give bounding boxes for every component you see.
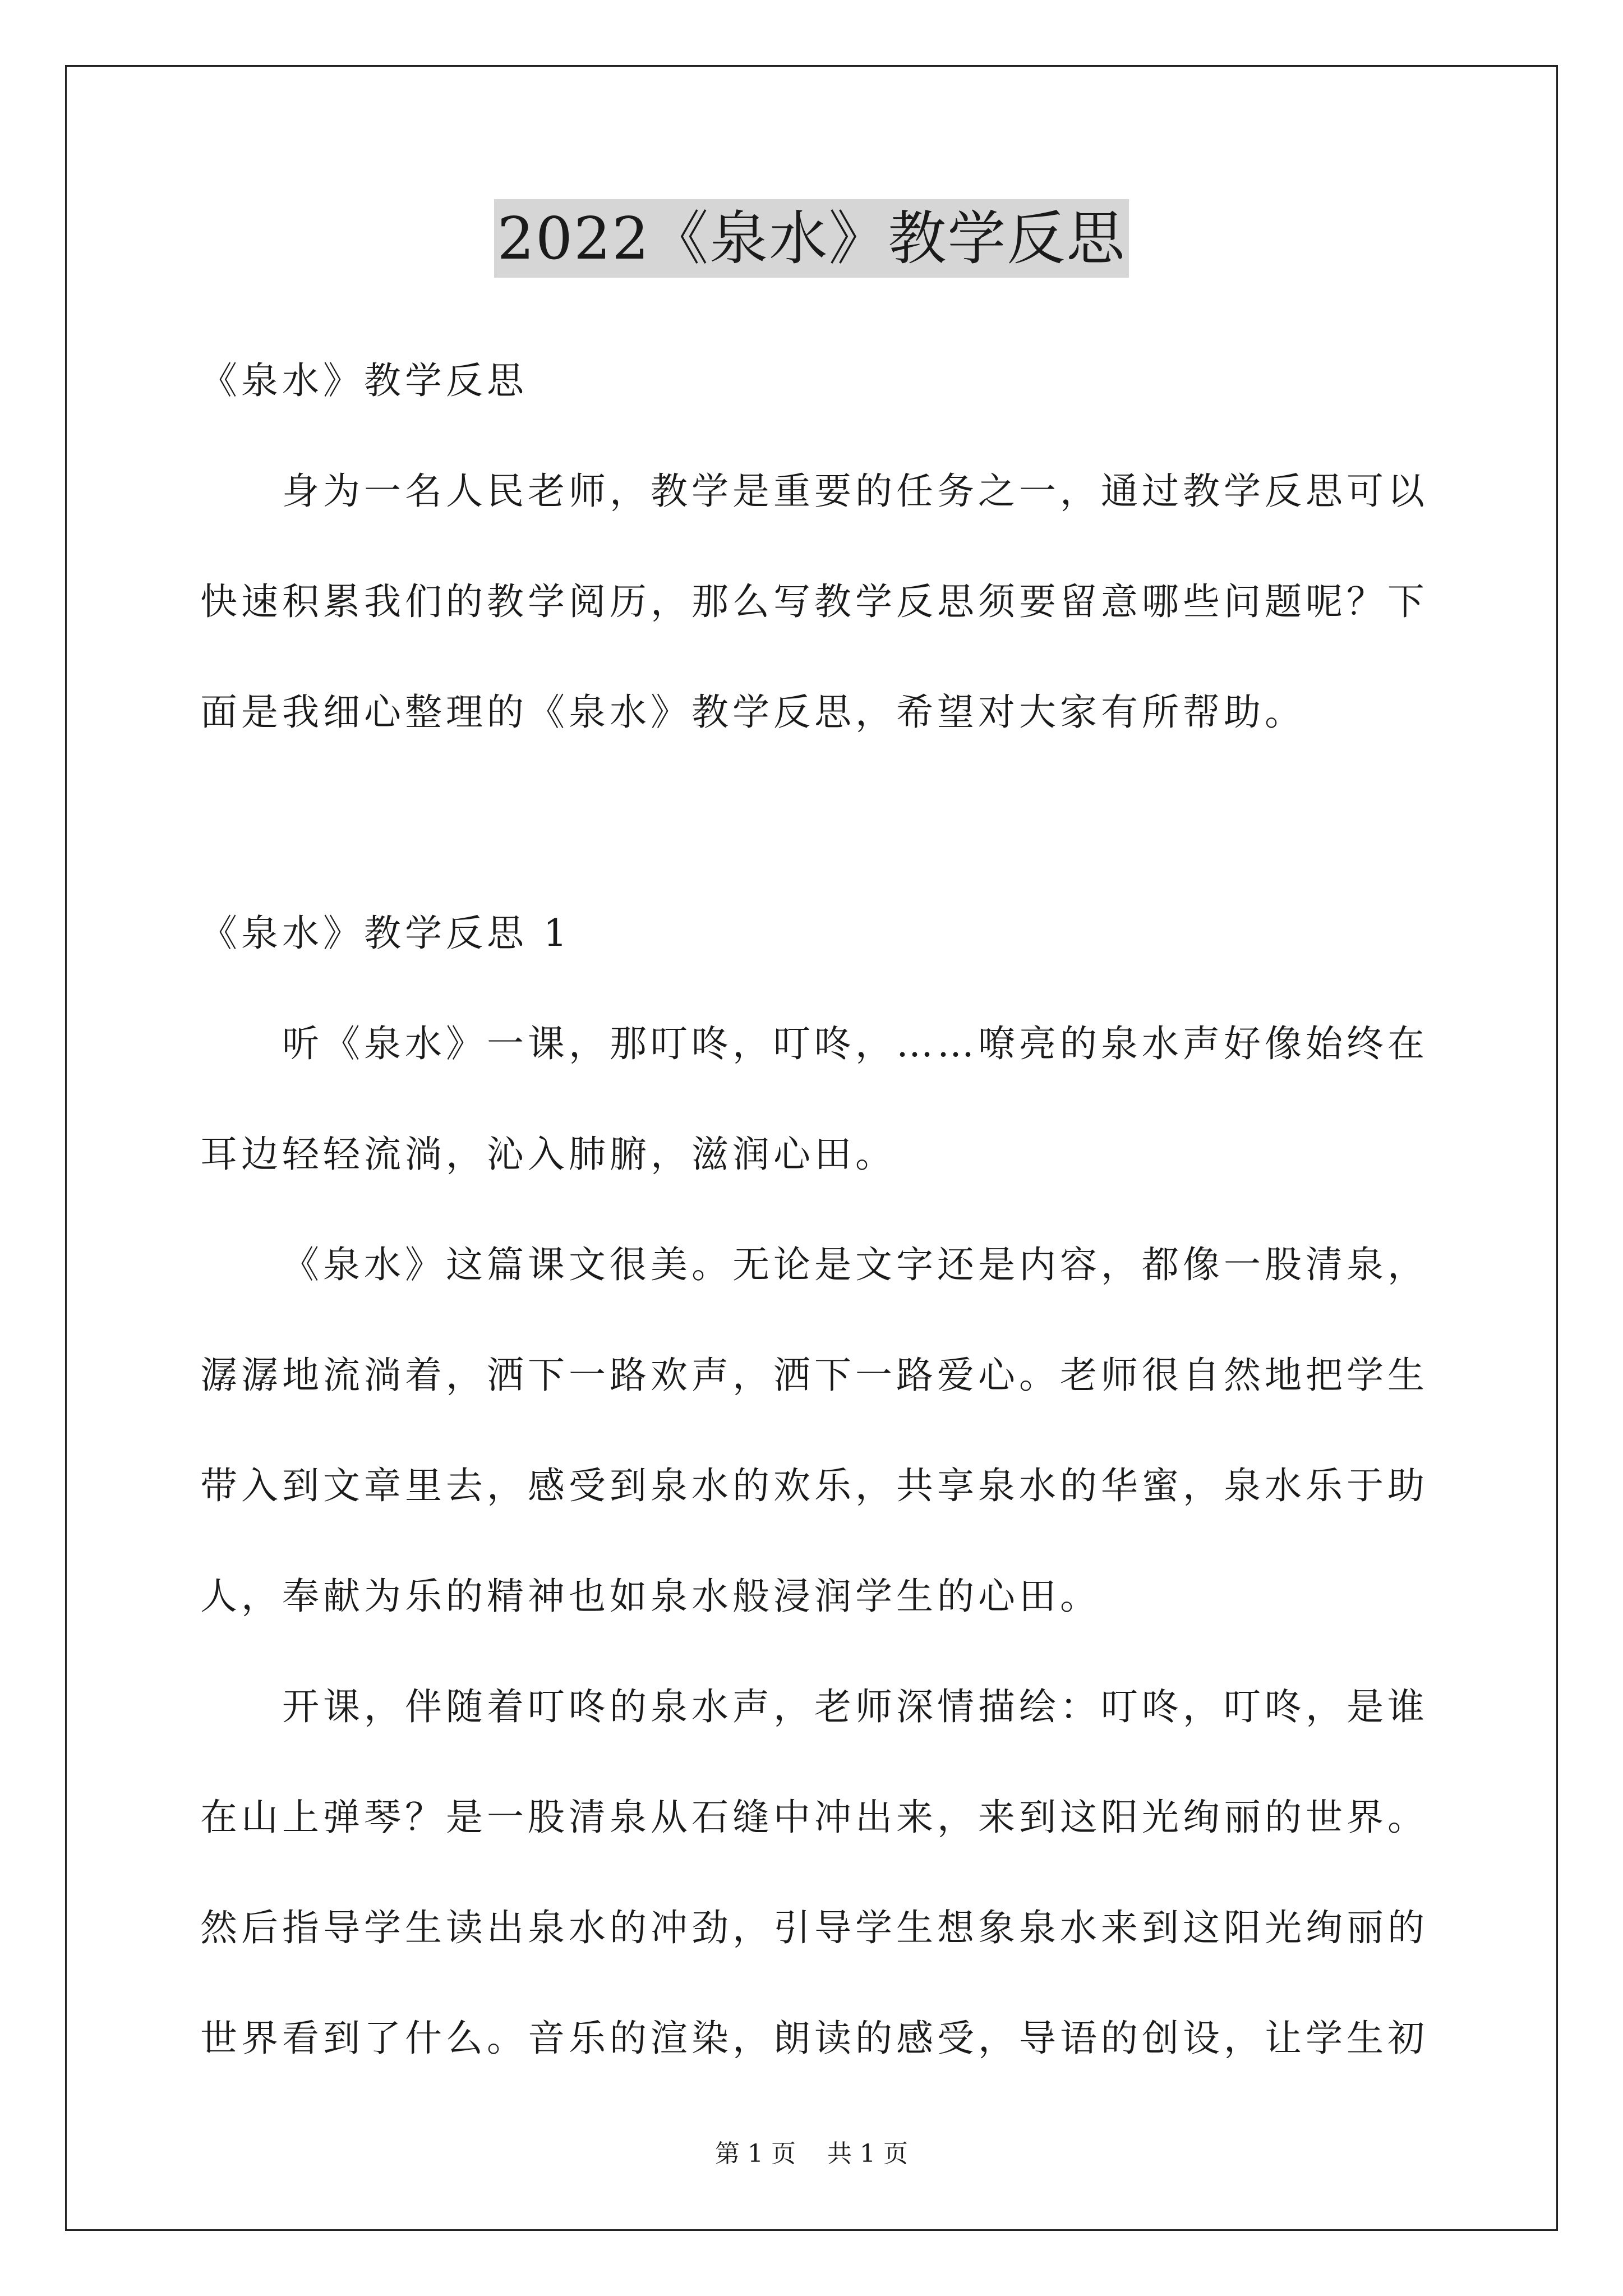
document-title: 2022《泉水》教学反思 [494, 199, 1129, 278]
intro-paragraph: 身为一名人民老师，教学是重要的任务之一，通过教学反思可以快速积累我们的教学阅历，那么写教学反思须要留意哪些问题呢？下面是我细心整理的《泉水》教学反思，希望对大家有所帮助。 [200, 470, 1428, 734]
page-total: 共 1 页 [827, 2139, 908, 2168]
page-footer [0, 2137, 1623, 2171]
body-paragraph-2: 《泉水》这篇课文很美。无论是文字还是内容，都像一股清泉，潺潺地流淌着，洒下一路欢声，洒下一路爱心。老师很自然地把学生带入到文章里去，感受到泉水的欢乐，共享泉水的华蜜，泉水乐于助人，奉献为乐的精神也如泉水般浸润学生的心田。 [200, 1243, 1428, 1618]
document-subtitle: 《泉水》教学反思 [200, 359, 528, 402]
document-body [200, 325, 1428, 2093]
body-paragraph-1: 听《泉水》一课，那叮咚，叮咚，……嘹亮的泉水声好像始终在耳边轻轻流淌，沁入肺腑，滋润心田。 [200, 1022, 1428, 1176]
title-container [0, 199, 1623, 278]
page-number: 第 1 页 [715, 2139, 796, 2168]
body-paragraph-3: 开课，伴随着叮咚的泉水声，老师深情描绘：叮咚，叮咚，是谁在山上弹琴？是一股清泉从石缝中冲出来，来到这阳光绚丽的世界。然后指导学生读出泉水的冲劲，引导学生想象泉水来到这阳光绚丽的世界看到了什么。音乐的渲染，朗读的感受，导语的创设，让学生初 [200, 1685, 1428, 2060]
section-heading: 《泉水》教学反思 1 [200, 912, 571, 955]
